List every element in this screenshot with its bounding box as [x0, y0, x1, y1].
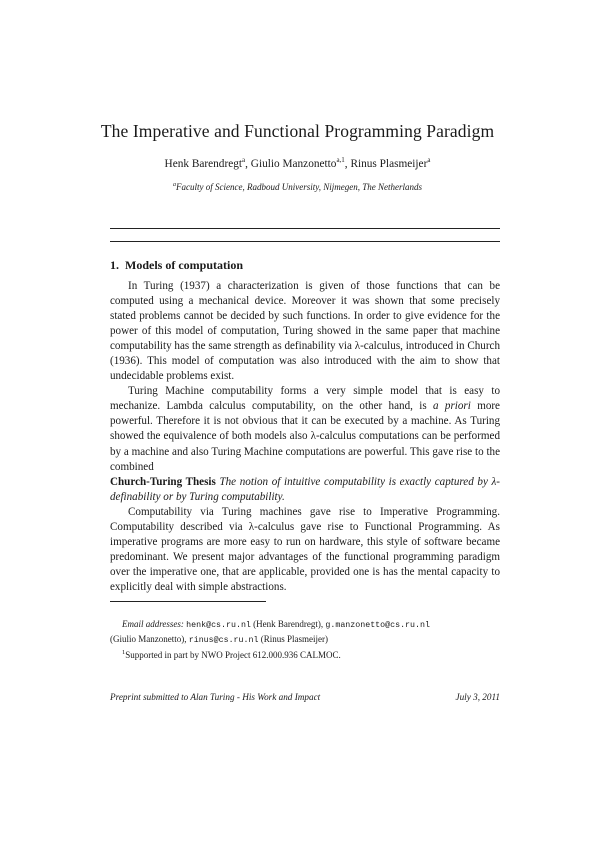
footnote-emails-cont: [110, 633, 500, 648]
paragraph: Computability via Turing machines gave rise to Imperative Programming. Computability described via λ-calculus gave rise to Functional Programming. As imperative programs are more easy to run on hardware, this style of software became predominant. We present major advantages of the functional programming paradigm over the imperative one, that are applicable, provided one is has the mental capacity to explicitly deal with simple abstractions.: [110, 505, 500, 593]
footnote-mark: 1: [122, 649, 126, 657]
abstract-rule-top: [110, 228, 500, 229]
affiliation-text: Faculty of Science, Radboud University, Nijmegen, The Netherlands: [176, 182, 422, 192]
abstract-rule-bottom: [110, 241, 500, 242]
paragraph-text: more powerful. Therefore it is not obvious that it can be executed by a machine. As Turing showed the equivalence of both models also λ-calculus computations can be performed by a machine and also Turing Machine computations are powerful. This gave rise to the combined: [110, 400, 500, 473]
footnote-rule: [110, 601, 266, 602]
author-name: Giulio Manzonetto: [250, 157, 337, 170]
author-name: Henk Barendregt: [164, 157, 243, 170]
paper-title: The Imperative and Functional Programming Paradigm: [100, 121, 495, 141]
email-owner: (Rinus Plasmeijer): [260, 633, 328, 644]
footnotes: [110, 618, 500, 662]
footnote-emails: [110, 618, 500, 633]
paragraph: In Turing (1937) a characterization is given of those functions that can be computed using a mechanical device. Moreover it was shown that some precisely stated problems cannot be decided by such functions. In order to give evidence for the power of this model of computation, Turing showed in the same paper that machine computability has the same strength as definability via λ-calculus, introduced in Church (1936). This model of computation was also introduced with the aim to show that undecidable problems exist.: [110, 280, 500, 383]
page-footer: [110, 692, 500, 702]
author-name: Rinus Plasmeijer: [350, 157, 428, 170]
email-owner: (Giulio Manzonetto),: [110, 633, 187, 644]
emphasis-text: a priori: [433, 400, 471, 413]
thesis-heading: Church-Turing Thesis: [110, 475, 216, 488]
footer-venue: Preprint submitted to Alan Turing - His Work and Impact: [110, 692, 321, 702]
section-title: Models of computation: [125, 258, 243, 272]
section-body: [110, 279, 500, 595]
affiliation-mark: a: [173, 182, 177, 188]
author-list: Henk Barendregt$^a$, Giulio Manzonetto$^{a,1}$, Rinus Plasmeijer$^a$: [164, 156, 431, 170]
thesis-text: The notion of intuitive computability is exactly captured by λ-definability or by Turing computability.: [110, 475, 501, 503]
email-link[interactable]: rinus@cs.ru.nl: [188, 635, 259, 645]
section-heading: [110, 258, 243, 273]
email-link[interactable]: g.manzonetto@cs.ru.nl: [325, 621, 430, 630]
email-label: Email addresses:: [122, 619, 184, 629]
email-owner: (Henk Barendregt),: [253, 619, 324, 629]
paragraph: [110, 384, 500, 474]
footnote-1: [110, 647, 500, 662]
footer-date: July 3, 2011: [455, 692, 500, 702]
thesis-statement: [110, 475, 500, 505]
paragraph-text: Turing Machine computability forms a very simple model that is easy to mechanize. Lambda calculus computability, on the other hand, is: [110, 385, 500, 413]
author-affil-mark: a: [242, 156, 246, 164]
author-affil-mark: a,1: [336, 156, 345, 164]
section-number: 1.: [110, 258, 119, 272]
affiliation: [0, 182, 595, 192]
email-link[interactable]: henk@cs.ru.nl: [186, 621, 251, 630]
author-affil-mark: a: [427, 156, 431, 164]
footnote-text: Supported in part by NWO Project 612.000.936 CALMOC.: [125, 650, 341, 661]
